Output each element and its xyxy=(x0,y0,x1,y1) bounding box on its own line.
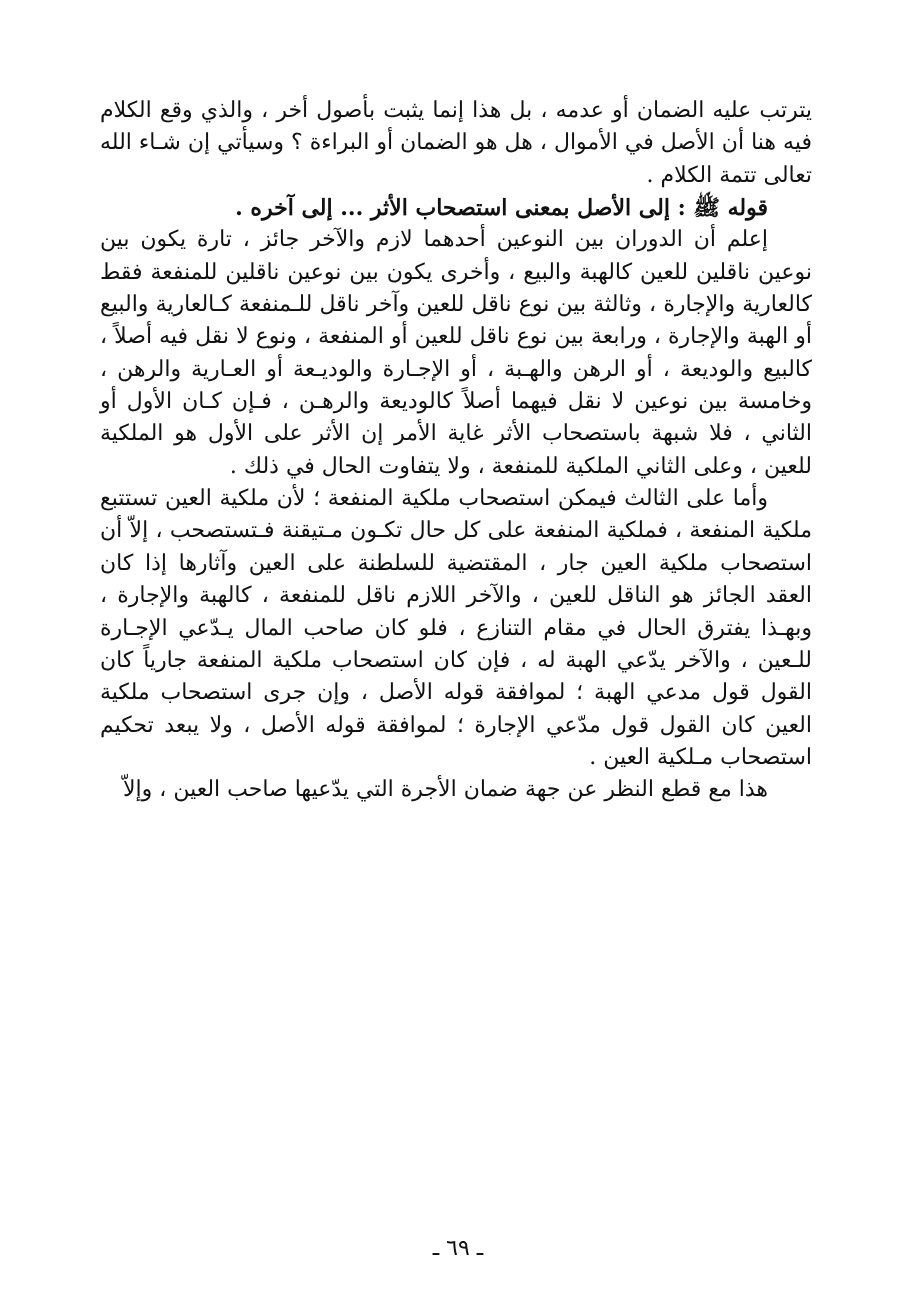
page-number: ـ ٦٩ ـ xyxy=(432,1236,484,1261)
body-text xyxy=(100,95,812,807)
paragraph-third-case: وأما على الثالث فيمكن استصحاب ملكية المنفعة ؛ لأن ملكية العين تستتبع ملكية المنفعة ، فملكية المنفعة على كل حال تكـون مـتيقنة فـتستصحب ، إلاّ أن استصحاب ملكية العين جار ، المقتضية للسلطنة على العين وآثارها إذا كان العقد الجائز هو الناقل للعين ، والآخر اللازم ناقل للمنفعة ، كالهبة والإجارة ، وبهـذا يفترق الحال في مقام التنازع ، فلو كان صاحب المال يـدّعي الإجـارة للـعين ، والآخر يدّعي الهبة له ، فإن كان استصحاب ملكية المنفعة جارياً كان القول قول مدعي الهبة ؛ لموافقة قوله الأصل ، وإن جرى استصحاب ملكية العين كان القول قول مدّعي الإجارة ؛ لموافقة قوله الأصل ، ولا يبعد تحكيم استصحاب مـلكية العين . xyxy=(100,486,812,770)
paragraph-wage-guarantee: هذا مع قطع النظر عن جهة ضمان الأجرة التي يدّعيها صاحب العين ، وإلاّ xyxy=(122,777,768,803)
commentary-heading: قوله ﷺ : إلى الأصل بمعنى استصحاب الأثر ... إلى آخره . xyxy=(235,195,768,222)
paragraph-continuation: يترتب عليه الضمان أو عدمه ، بل هذا إنما يثبت بأصول أخر ، والذي وقع الكلام فيه هنا أن الأصل في الأموال ، هل هو الضمان أو البراءة ؟ وسيأتي إن شـاء الله تعالى تتمة الكلام . xyxy=(100,98,812,188)
paragraph-types-of-contracts: إعلم أن الدوران بين النوعين أحدهما لازم والآخر جائز ، تارة يكون بين نوعين ناقلين للعين كالهبة والبيع ، وأخرى يكون بين نوعين ناقلين للمنفعة فقط كالعارية والإجارة ، وثالثة بين نوع ناقل للعين وآخر ناقل للـمنفعة كـالعارية والبيع أو الهبة والإجارة ، ورابعة بين نوع ناقل للعين أو المنفعة ، ونوع لا نقل فيه أصلاً ، كالبيع والوديعة ، أو الرهن والهـبة ، أو الإجـارة والوديـعة أو العـارية والرهن ، وخامسة بين نوعين لا نقل فيهما أصلاً كالوديعة والرهـن ، فـإن كـان الأول أو الثاني ، فلا شبهة باستصحاب الأثر غاية الأمر إن الأثر على الأول هو الملكية للعين ، وعلى الثاني الملكية للمنفعة ، ولا يتفاوت الحال في ذلك . xyxy=(100,227,812,479)
